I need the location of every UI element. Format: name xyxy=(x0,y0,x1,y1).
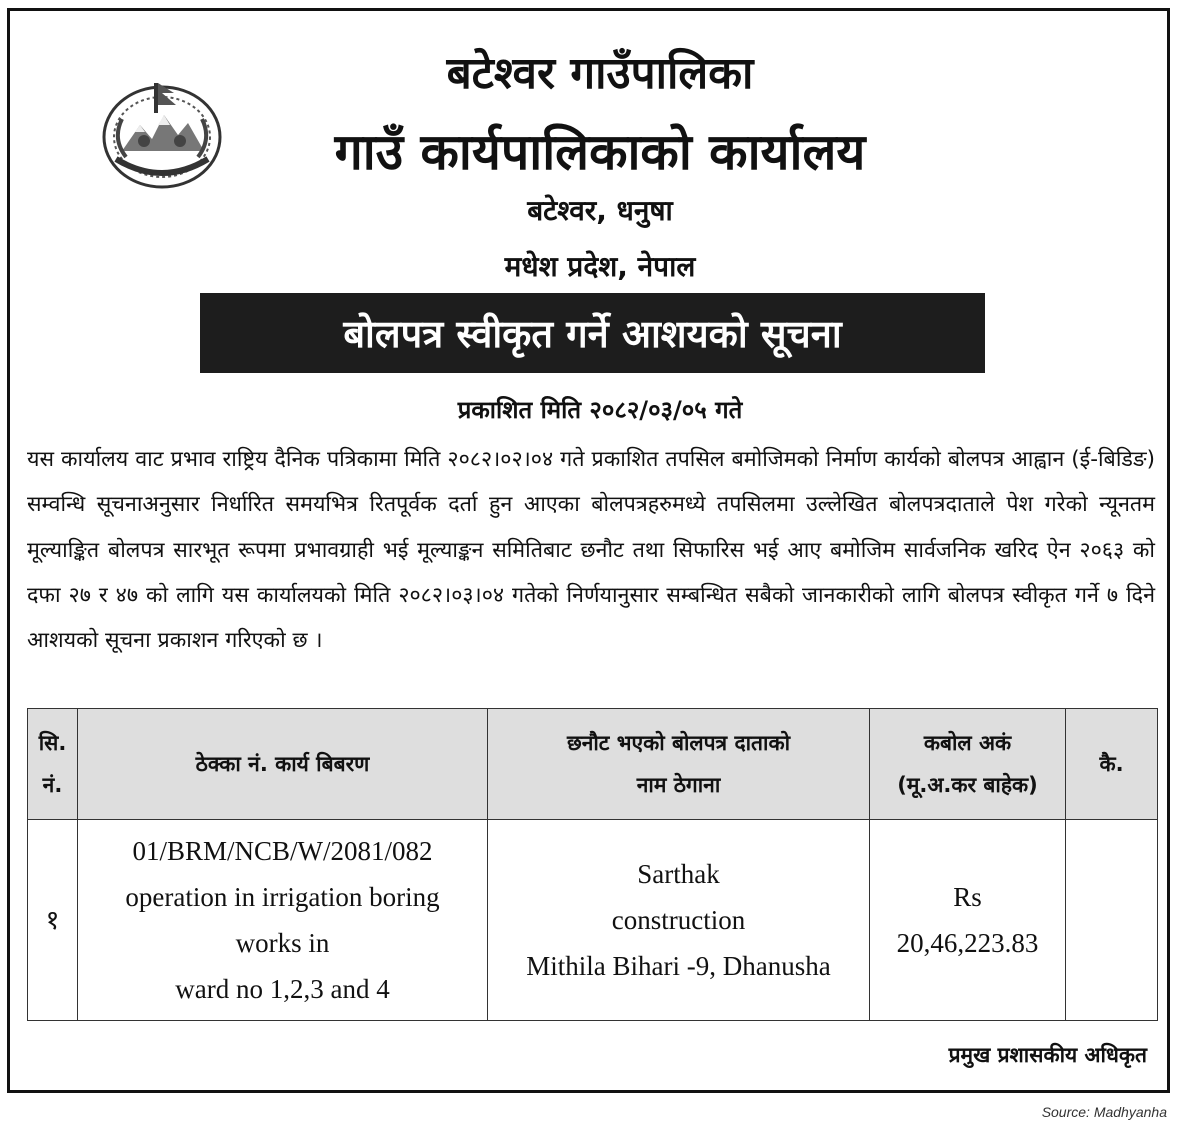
header-text: कबोल अकं xyxy=(923,731,1012,755)
header-text: नाम ठेगाना xyxy=(636,773,721,797)
cell-line: 01/BRM/NCB/W/2081/082 xyxy=(132,836,433,866)
header-serial-number xyxy=(28,709,78,820)
table-row xyxy=(28,820,1158,1021)
cell-remarks xyxy=(1066,820,1158,1021)
cell-bidder-name-address xyxy=(488,820,870,1021)
notice-document xyxy=(7,8,1170,1093)
notice-title-banner xyxy=(200,293,985,373)
source-credit: Source: Madhyanha xyxy=(1041,1104,1167,1120)
cell-line: works in xyxy=(235,928,330,958)
notice-title: बोलपत्र स्वीकृत गर्ने आशयको सूचना xyxy=(343,312,842,356)
header-text: नं. xyxy=(42,773,63,797)
cell-bid-amount xyxy=(870,820,1066,1021)
cell-line: Mithila Bihari -9, Dhanusha xyxy=(526,951,831,981)
notice-body: यस कार्यालय वाट प्रभाव राष्ट्रिय दैनिक पत्रिकामा मिति २०८२।०२।०४ गते प्रकाशित तपसिल बमोजिमको निर्माण कार्यको बोलपत्र आह्वान (ई-बिडिङ) सम्वन्धि सूचनाअनुसार निर्धारित समयभित्र रितपूर्वक दर्ता हुन आएका बोलपत्रहरुमध्ये तपसिलमा उल्लेखित बोलपत्रदाताले पेश गरेको न्यूनतम मूल्याङ्कित बोलपत्र सारभूत रूपमा प्रभावग्राही भई मूल्याङ्कन समितिबाट छनौट तथा सिफारिस भई आए बमोजिम सार्वजनिक खरिद ऐन २०६३ को दफा २७ र ४७ को लागि यस कार्यालयको मिति २०८२।०३।०४ गतेको निर्णयानुसार सम्बन्धित सबैको जानकारीको लागि बोलपत्र स्वीकृत गर्ने ७ दिने आशयको सूचना प्रकाशन गरिएको छ । xyxy=(27,447,1155,654)
address-line-2: मधेश प्रदेश, नेपाल xyxy=(504,250,696,283)
municipality-name: बटेश्वर गाउँपालिका xyxy=(446,48,754,99)
header-bid-amount xyxy=(870,709,1066,820)
office-name: गाउँ कार्यपालिकाको कार्यालय xyxy=(334,123,866,181)
header-bidder-name-address xyxy=(488,709,870,820)
cell-line: Rs xyxy=(953,882,982,912)
contract-table xyxy=(27,708,1158,1021)
header-text: (मू.अ.कर बाहेक) xyxy=(897,773,1038,797)
publish-date: प्रकाशित मिति २०८२/०३/०५ गते xyxy=(457,396,743,424)
cell-line: ward no 1,2,3 and 4 xyxy=(175,974,390,1004)
cell-line: operation in irrigation boring xyxy=(125,882,440,912)
address-line-1: बटेश्वर, धनुषा xyxy=(527,194,673,227)
cell-serial-number: १ xyxy=(28,820,78,1021)
signature-title: प्रमुख प्रशासकीय अधिकृत xyxy=(948,1043,1147,1067)
cell-line: construction xyxy=(611,905,746,935)
header-contract-description: ठेक्का नं. कार्य बिबरण xyxy=(78,709,488,820)
header-remarks: कै. xyxy=(1066,709,1158,820)
cell-line: 20,46,223.83 xyxy=(896,928,1039,958)
table-header-row xyxy=(28,709,1158,820)
cell-line: Sarthak xyxy=(637,859,720,889)
cell-contract-description xyxy=(78,820,488,1021)
header-text: छनौट भएको बोलपत्र दाताको xyxy=(566,731,791,755)
header-text: सि. xyxy=(38,731,67,755)
